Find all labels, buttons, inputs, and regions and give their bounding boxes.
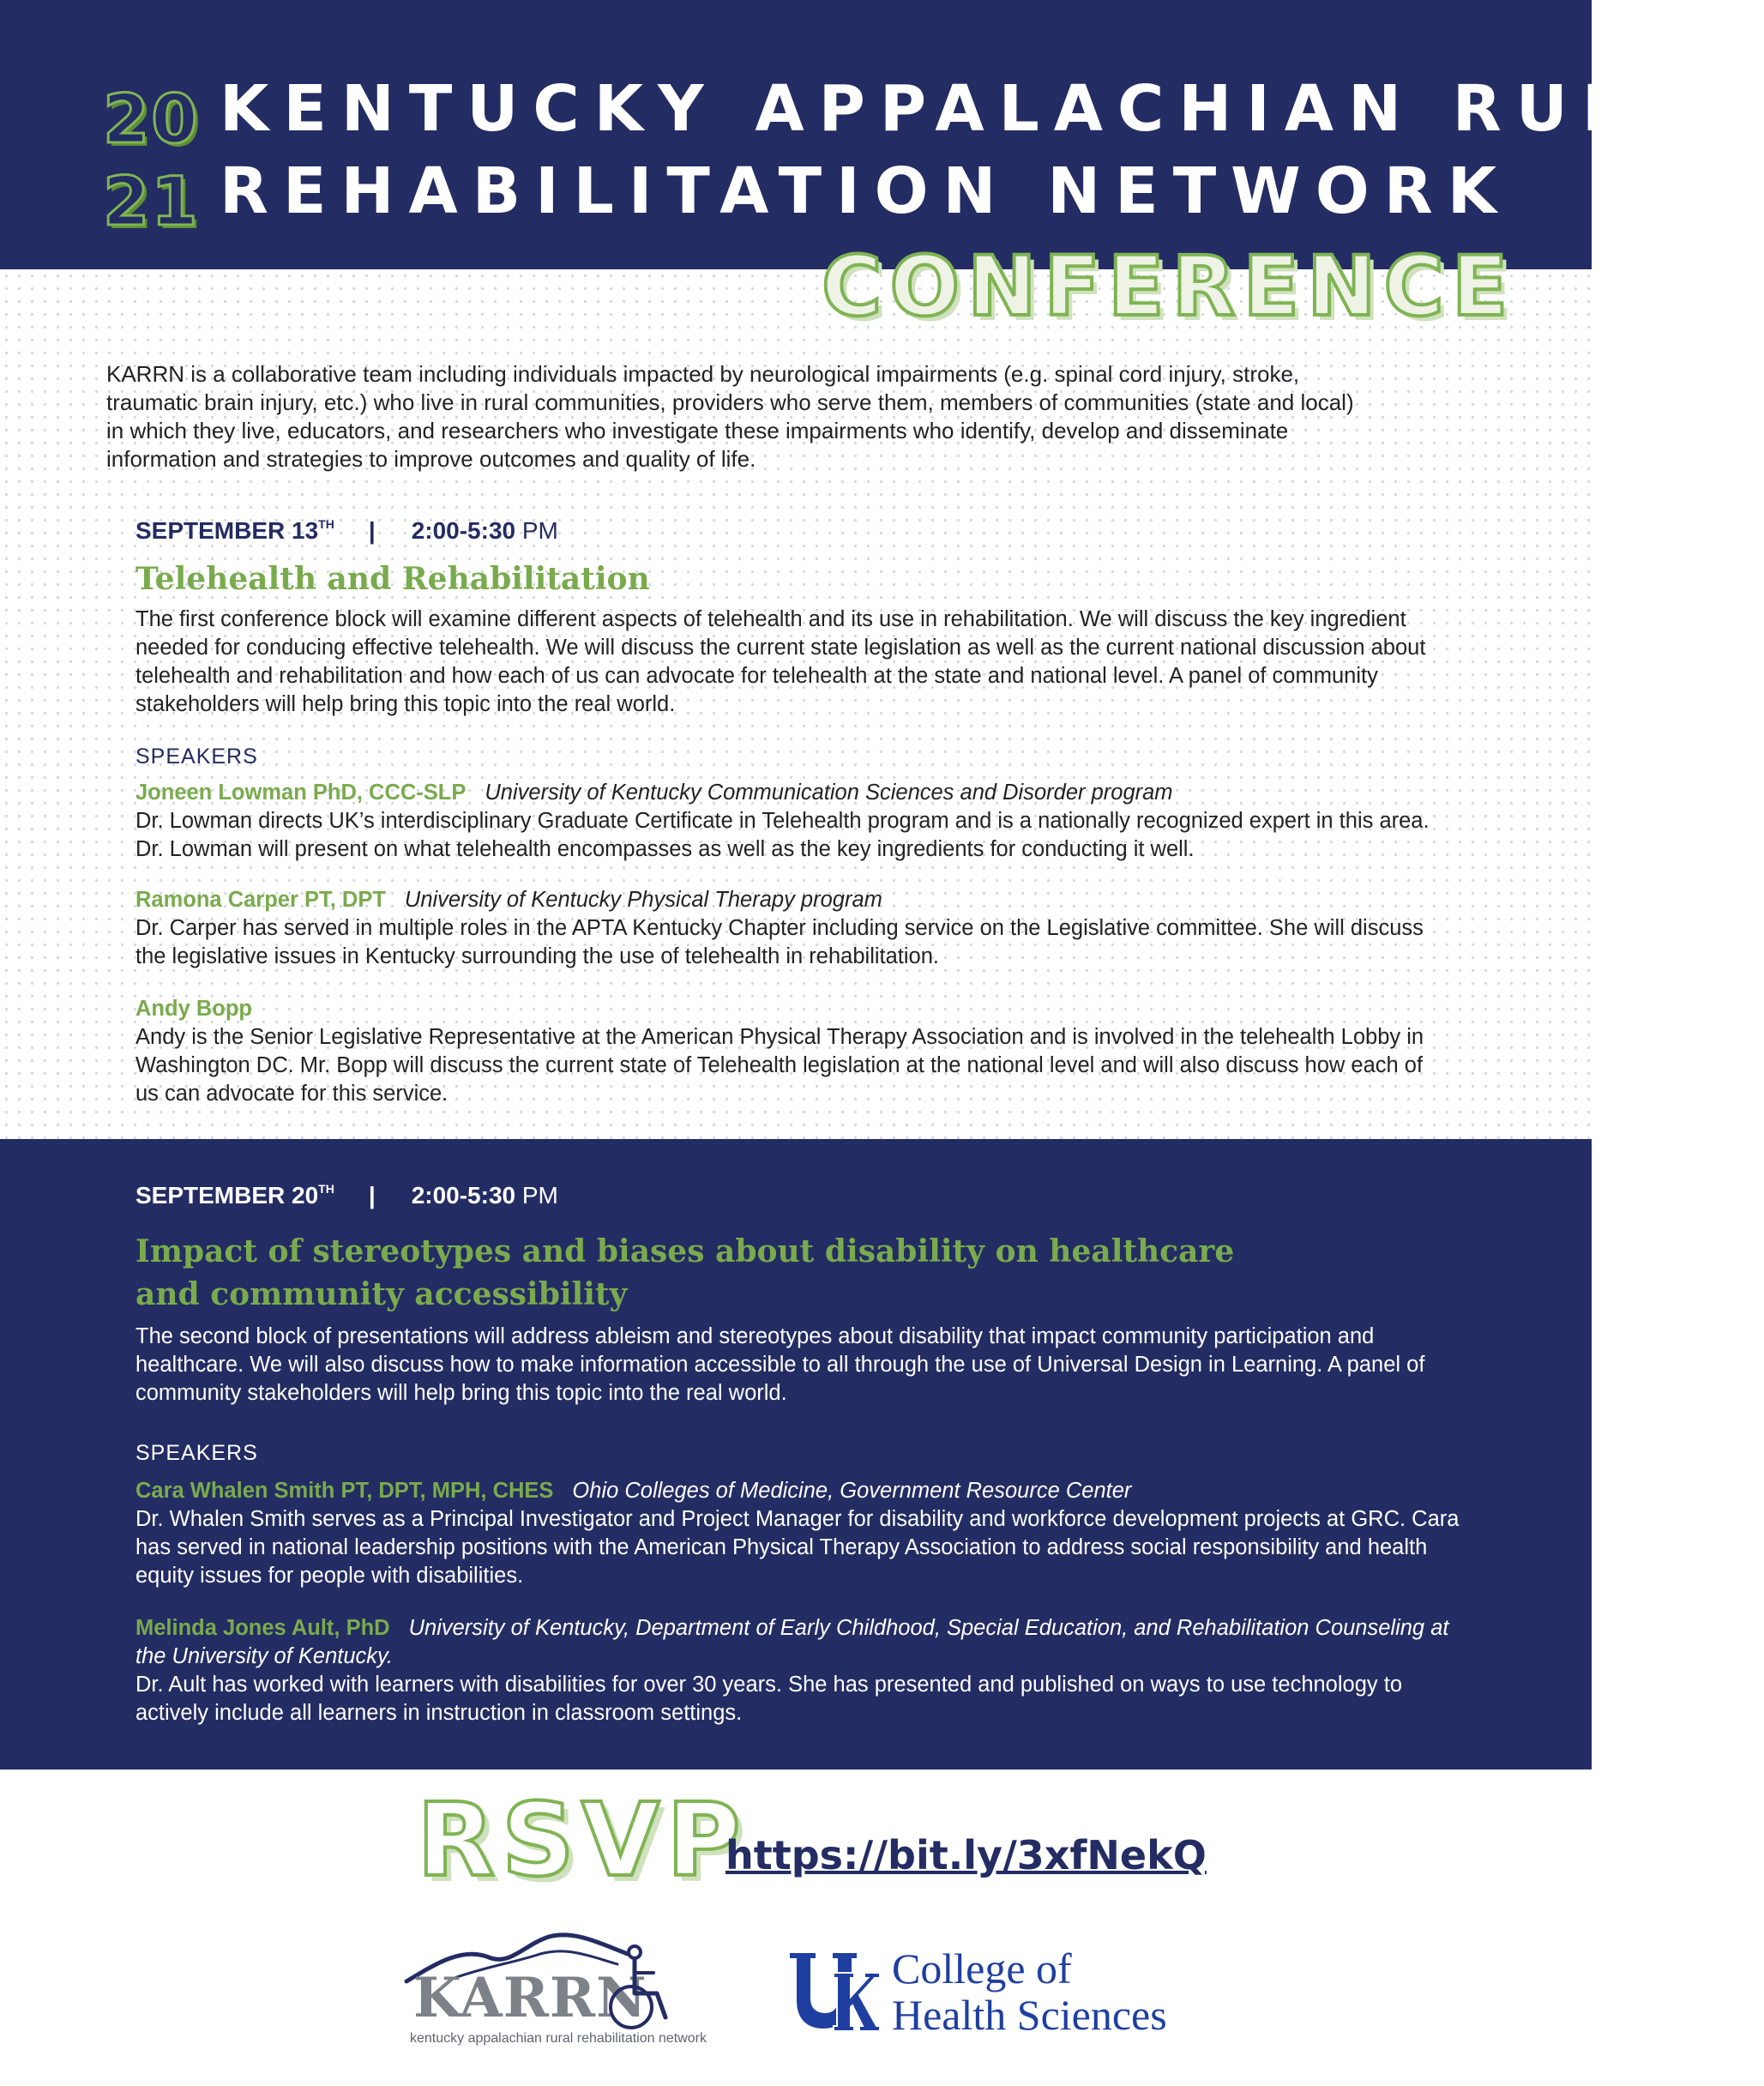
session2-title: Impact of stereotypes and biases about disability on healthcare and community accessibility bbox=[135, 1233, 1235, 1312]
karrn-wordmark: KARRN bbox=[413, 1966, 647, 2030]
year-top: 20 bbox=[103, 81, 200, 159]
session1-datetime bbox=[135, 517, 558, 545]
session2-description: The second block of presentations will address ableism and stereotypes about disability that impact community participation and healthcare. We will also discuss how to make information accessible to all through the use of Universal Design in Learning. A panel of community stakeholders will help bring this topic into the real world. bbox=[135, 1324, 1425, 1405]
karrn-logo bbox=[403, 1928, 707, 2057]
speaker-entry bbox=[135, 779, 1439, 864]
session2-date: SEPTEMBER 20 bbox=[135, 1182, 319, 1209]
session1-title: Telehealth and Rehabilitation bbox=[135, 561, 650, 597]
uk-college-line1: College of bbox=[892, 1944, 1072, 1993]
conference-heading: CONFERENCE bbox=[822, 238, 1516, 335]
speaker-name: Ramona Carper PT, DPT bbox=[135, 888, 386, 912]
speaker-bio: Dr. Whalen Smith serves as a Principal Investigator and Project Manager for disability and workforce development projects at GRC. Cara has served in national leadership positions with the American Physical Therapy Association to address social responsibility and health equity issues for people with disabilities. bbox=[135, 1507, 1460, 1588]
speaker-entry bbox=[135, 886, 1439, 971]
session1-date: SEPTEMBER 13 bbox=[135, 517, 319, 544]
wheelchair-icon bbox=[600, 1942, 677, 2036]
year-bottom: 21 bbox=[103, 164, 200, 241]
uk-college-logo bbox=[786, 1940, 1231, 2052]
uk-college-line2: Health Sciences bbox=[892, 1991, 1167, 2039]
karrn-tagline: kentucky appalachian rural rehabilitation network bbox=[410, 2031, 707, 2046]
speaker-name: Joneen Lowman PhD, CCC-SLP bbox=[135, 781, 467, 805]
session1-time: 2:00-5:30 bbox=[411, 517, 516, 544]
speaker-bio: Dr. Ault has worked with learners with disabilities for over 30 years. She has presented and published on ways to use technology to actively include all learners in instruction in classroom settings. bbox=[135, 1673, 1402, 1725]
speaker-bio: Dr. Lowman directs UK’s interdisciplinary Graduate Certificate in Telehealth program and is a nationally recognized expert in this area. Dr. Lowman will present on what telehealth encompasses as well as the key ingredients for conducting it well. bbox=[135, 809, 1430, 861]
session2-separator: | bbox=[368, 1182, 376, 1209]
session1-date-suffix: TH bbox=[318, 517, 334, 531]
year-badge bbox=[103, 79, 204, 244]
session2-datetime bbox=[135, 1182, 558, 1209]
speaker-name: Melinda Jones Ault, PhD bbox=[135, 1616, 390, 1640]
session2-date-suffix: TH bbox=[318, 1182, 334, 1196]
session2-time: 2:00-5:30 bbox=[411, 1182, 516, 1209]
speaker-entry bbox=[135, 1614, 1473, 1727]
speaker-bio: Dr. Carper has served in multiple roles in the APTA Kentucky Chapter including service on the Legislative committee. She will discuss the legislative issues in Kentucky surrounding the use of telehealth in rehabilitation. bbox=[135, 916, 1424, 968]
speaker-name: Andy Bopp bbox=[135, 997, 252, 1021]
rsvp-link[interactable]: https://bit.ly/3xfNekQ bbox=[725, 1832, 1207, 1878]
session1-separator: | bbox=[368, 517, 376, 544]
header-banner bbox=[0, 0, 1764, 269]
speaker-entry bbox=[135, 995, 1439, 1108]
title-line-1: KENTUCKY APPALACHIAN RURAL bbox=[220, 72, 1764, 146]
uk-monogram-icon bbox=[786, 1949, 882, 2038]
speaker-affiliation: University of Kentucky, Department of Early Childhood, Special Education, and Rehabilitation Counseling at the University of Kentucky. bbox=[135, 1616, 1449, 1668]
session1-description: The first conference block will examine different aspects of telehealth and its use in rehabilitation. We will discuss the key ingredient needed for conducing effective telehealth. We will discuss the current state legislation as well as the current national discussion about telehealth and rehabilitation and how each of us can advocate for telehealth at the state and national level. A panel of community stakeholders will help bring this topic into the real world. bbox=[135, 607, 1426, 716]
session1-ampm: PM bbox=[521, 517, 558, 544]
speaker-entry bbox=[135, 1477, 1473, 1590]
session2-speakers-label: SPEAKERS bbox=[135, 1441, 258, 1465]
session2-ampm: PM bbox=[521, 1182, 558, 1209]
title-line-2: REHABILITATION NETWORK bbox=[220, 154, 1512, 228]
speaker-affiliation: Ohio Colleges of Medicine, Government Resource Center bbox=[572, 1479, 1132, 1503]
rsvp-heading: RSVP bbox=[417, 1781, 748, 1899]
speaker-name: Cara Whalen Smith PT, DPT, MPH, CHES bbox=[135, 1479, 554, 1503]
session1-speakers-label: SPEAKERS bbox=[135, 745, 258, 769]
speaker-affiliation: University of Kentucky Physical Therapy program bbox=[404, 888, 882, 912]
speaker-bio: Andy is the Senior Legislative Representative at the American Physical Therapy Association and is involved in the telehealth Lobby in Washington DC. Mr. Bopp will discuss the current state of Telehealth legislation at the national level and will also discuss how each of us can advocate for this service. bbox=[135, 1025, 1424, 1106]
intro-paragraph: KARRN is a collaborative team including individuals impacted by neurological impairments (e.g. spinal cord injury, stroke, traumatic brain injury, etc.) who live in rural communities, providers who serve them, members of communities (state and local) in which they live, educators, and researchers who investigate these impairments who identify, develop and disseminate information and strategies to improve outcomes and quality of life. bbox=[106, 361, 1354, 472]
speaker-affiliation: University of Kentucky Communication Sciences and Disorder program bbox=[485, 781, 1173, 805]
